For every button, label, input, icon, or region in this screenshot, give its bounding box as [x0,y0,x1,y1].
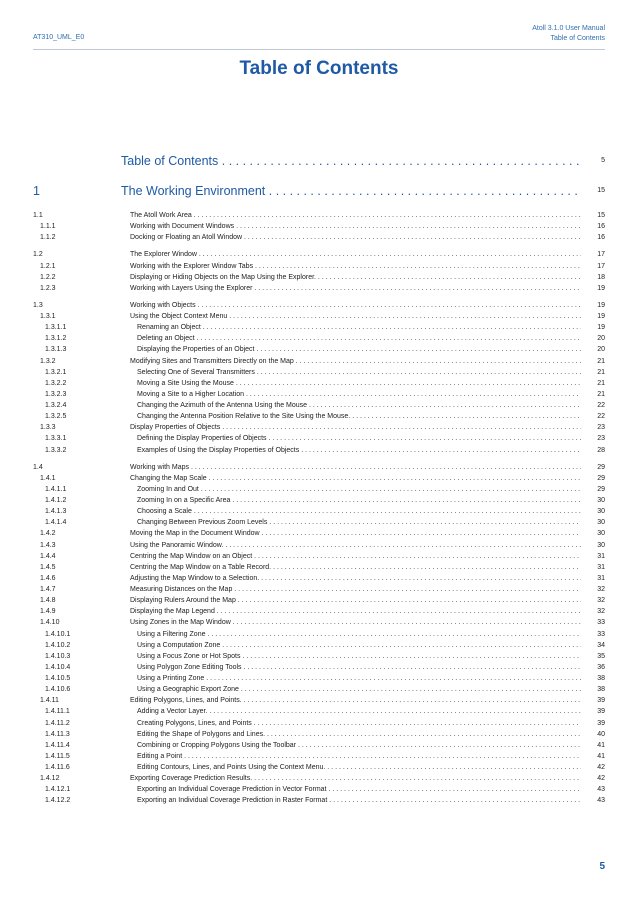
toc-entry-number: 1.4.7 [40,586,56,593]
toc-entry-page: 31 [597,574,605,582]
toc-entry-page: 41 [597,741,605,749]
toc-entry-title[interactable]: The Explorer Window . . . [130,249,581,260]
toc-entry-title[interactable]: Adding a Vector Layer. . . . [137,706,581,717]
toc-entry-number: 1.3.2.5 [45,413,67,421]
toc-entry-title[interactable]: Using a Focus Zone or Hot Spots . . . [137,651,581,662]
toc-entry[interactable] [33,249,605,260]
toc-entry-title[interactable]: Selecting One of Several Transmitters . . . [137,367,581,378]
toc-entry-title[interactable]: Deleting an Object . . . [137,333,581,344]
toc-entry[interactable] [33,584,605,595]
toc-entry-page: 41 [597,752,605,760]
toc-entry-page: 31 [597,552,605,560]
toc-entry[interactable] [33,718,605,729]
toc-entry[interactable] [33,148,605,174]
toc-entry-title[interactable]: Changing Between Previous Zoom Levels . . . [137,517,581,528]
toc-entry-page: 22 [597,402,605,409]
toc-entry-page: 43 [597,797,605,805]
toc-entry-title[interactable]: Moving the Map in the Document Window . . . [130,528,581,539]
toc-entry-page: 30 [597,530,605,538]
toc-entry-title[interactable]: Defining the Display Properties of Objects . . . [137,433,581,444]
toc-entry-number: 1.3 [33,301,43,309]
toc-entry[interactable] [33,210,605,221]
toc-entry-number: 1.2.1 [40,262,56,270]
toc-entry-page: 38 [597,675,605,682]
toc-entry-number: 1.4.1.4 [45,519,67,527]
toc-entry-page: 15 [597,212,605,219]
toc-entry[interactable] [33,261,605,272]
toc-entry[interactable] [33,232,605,243]
toc-entry[interactable] [33,506,605,517]
toc-entry[interactable] [33,433,605,444]
toc-entry-title[interactable]: Displaying the Map Legend . . . [130,606,581,617]
toc-entry-page: 21 [597,368,605,376]
toc-entry-number: 1.4.11.6 [45,764,70,771]
toc-entry-title[interactable]: Editing the Shape of Polygons and Lines. . . . [137,729,581,740]
toc-entry-title[interactable]: Working with the Explorer Window Tabs . . . [130,261,581,272]
toc-entry-number: 1.3.2.2 [45,379,67,387]
toc-entry-number: 1.3.1.3 [45,346,67,354]
toc-entry-number: 1.4.10 [40,619,60,627]
toc-entry-number: 1.4.1 [40,474,56,482]
toc-entry-title[interactable]: Displaying the Properties of an Object . . . [137,344,581,355]
toc-entry-page: 28 [597,446,605,454]
toc-entry-number: 1.3.2.1 [45,368,67,376]
toc-entry[interactable] [33,540,605,551]
toc-entry-number: 1.4.12.1 [45,786,71,794]
page-title: Table of Contents [239,58,399,79]
toc-entry-title[interactable]: Editing a Point . . . [137,751,581,762]
toc-entry-title[interactable]: The Atoll Work Area . . . [130,210,581,221]
toc-entry-title[interactable]: Modifying Sites and Transmitters Directly on the Map . . . [130,356,581,367]
toc-entry-page: 22 [597,413,605,421]
toc-entry-title[interactable]: Exporting Coverage Prediction Results. . . . [130,773,581,784]
toc-entry-number: 1.4.5 [40,563,56,571]
toc-entry-number: 1.4.11.2 [45,719,70,727]
toc-entry-number: 1.3.2.3 [45,390,67,398]
toc-entry-title[interactable]: Displaying Rulers Around the Map . . . [130,595,581,606]
toc-entry[interactable] [33,773,605,784]
toc-entry[interactable] [33,389,605,400]
table-of-contents [33,148,605,807]
toc-entry-page: 33 [597,619,605,627]
toc-entry-title[interactable]: Display Properties of Objects . . . [130,422,581,433]
toc-entry-number: 1.4.8 [40,597,56,605]
toc-entry-title[interactable]: Using Zones in the Map Window . . . [130,617,581,628]
toc-entry-page: 15 [597,187,605,194]
toc-entry-title[interactable]: Renaming an Object . . . [137,322,581,333]
toc-entry-title[interactable]: Using Polygon Zone Editing Tools . . . [137,662,581,673]
toc-entry-title[interactable]: Zooming In and Out . . . [137,484,581,495]
toc-entry[interactable] [33,178,605,204]
toc-entry-page: 34 [597,641,605,649]
toc-entry-title[interactable]: Adjusting the Map Window to a Selection. . . . [130,573,581,584]
toc-entry-page: 17 [597,262,605,270]
toc-entry-page: 29 [597,463,605,471]
toc-entry-title[interactable]: Changing the Antenna Position Relative to the Site Using the Mouse. . . . [137,411,581,422]
toc-entry-number: 1.4.10.5 [45,675,71,682]
toc-entry-number: 1.4.10.2 [45,641,71,649]
toc-entry-title[interactable]: Examples of Using the Display Properties of Objects . . . [137,445,581,456]
toc-entry-page: 19 [597,301,605,309]
toc-entry-title[interactable]: Exporting an Individual Coverage Prediction in Vector Format . . . [137,784,581,795]
toc-entry-page: 19 [597,313,605,320]
toc-entry-title[interactable]: Using the Panoramic Window. . . . [130,540,581,551]
toc-entry[interactable] [33,411,605,422]
toc-entry-title[interactable]: Using the Object Context Menu . . . [130,311,581,322]
toc-entry-number: 1.4.10.4 [45,663,71,671]
toc-entry[interactable] [33,333,605,344]
toc-entry-title[interactable]: Displaying or Hiding Objects on the Map Using the Explorer. . . . [130,272,581,283]
toc-entry-number: 1.4.10.3 [45,652,71,660]
toc-entry-title[interactable]: Docking or Floating an Atoll Window . . . [130,232,581,243]
toc-entry-page: 39 [597,719,605,727]
toc-entry-title[interactable]: Using a Printing Zone . . . [137,673,581,684]
toc-entry-number: 1.4.11.3 [45,730,70,738]
toc-entry-number: 1.4.12.2 [45,797,71,805]
toc-entry-page: 18 [597,273,605,281]
toc-entry-page: 16 [597,234,605,242]
toc-entry[interactable] [33,684,605,695]
toc-entry-page: 32 [597,597,605,605]
toc-entry[interactable] [33,706,605,717]
toc-entry-number: 1.4.10.1 [45,630,71,638]
toc-entry-number: 1.4 [33,463,43,471]
toc-entry-page: 40 [597,730,605,738]
toc-entry-page: 39 [597,708,605,716]
toc-entry-title[interactable]: Measuring Distances on the Map . . . [130,584,581,595]
toc-entry-page: 42 [597,775,605,783]
toc-entry-page: 36 [597,663,605,671]
toc-entry[interactable] [33,606,605,617]
toc-entry[interactable] [33,651,605,662]
toc-entry-title[interactable]: Choosing a Scale . . . [137,506,581,517]
toc-entry[interactable] [33,551,605,562]
toc-entry-page: 20 [597,335,605,343]
toc-entry-number: 1.2.2 [40,273,56,281]
toc-entry-number: 1.4.9 [40,608,56,616]
toc-entry[interactable] [33,356,605,367]
toc-entry-number: 1.2 [33,251,43,259]
toc-entry[interactable] [33,740,605,751]
toc-entry-number: 1.3.2 [40,357,56,365]
toc-entry-page: 38 [597,686,605,694]
toc-entry[interactable] [33,221,605,232]
running-header [532,24,605,44]
toc-entry[interactable] [33,462,605,473]
toc-entry-title[interactable]: Using a Filtering Zone . . . [137,629,581,640]
toc-entry-page: 42 [597,764,605,771]
toc-entry-title[interactable]: Combining or Cropping Polygons Using the Toolbar . . . [137,740,581,751]
toc-entry-number: 1.3.1.2 [45,335,67,343]
toc-entry-number: 1.3.3.1 [45,435,67,443]
toc-entry[interactable] [33,695,605,706]
toc-entry-number: 1.4.12 [40,775,60,783]
toc-entry-title[interactable]: Editing Contours, Lines, and Points Using the Context Menu. . . . [137,762,581,773]
toc-entry-page: 19 [597,324,605,332]
toc-entry[interactable] [33,367,605,378]
toc-entry-page: 5 [601,157,605,164]
toc-entry-number: 1.4.11 [40,697,59,705]
toc-entry-page: 29 [597,474,605,482]
toc-entry-page: 32 [597,608,605,616]
toc-entry[interactable] [33,528,605,539]
toc-entry-title[interactable]: Editing Polygons, Lines, and Points. . . . [130,695,581,706]
toc-entry-page: 19 [597,284,605,292]
toc-entry-number: 1.3.1.1 [45,324,67,332]
toc-entry-number: 1.3.2.4 [45,402,67,409]
toc-entry[interactable] [33,595,605,606]
toc-entry-number: 1.3.3.2 [45,446,67,454]
toc-entry-title[interactable]: Zooming In on a Specific Area . . . [137,495,581,506]
toc-entry[interactable] [33,378,605,389]
toc-entry-number: 1.4.11.4 [45,741,70,749]
toc-entry-page: 23 [597,424,605,432]
toc-entry[interactable] [33,517,605,528]
toc-entry-number: 1 [33,184,40,198]
toc-entry-number: 1.4.1.3 [45,508,67,516]
toc-entry-title[interactable]: Exporting an Individual Coverage Prediction in Raster Format . . . [137,795,581,806]
toc-entry-number: 1.4.1.2 [45,497,67,504]
toc-entry-page: 35 [597,652,605,660]
toc-entry-title[interactable]: Moving a Site to a Higher Location . . . [137,389,581,400]
toc-entry[interactable] [33,729,605,740]
toc-entry-title[interactable]: Working with Maps . . . [130,462,581,473]
toc-entry-page: 30 [597,519,605,527]
toc-entry[interactable] [33,422,605,433]
manual-title: Atoll 3.1.0 User Manual [532,25,605,32]
toc-entry[interactable] [33,784,605,795]
toc-entry-title[interactable]: Table of Contents . . . [121,148,581,174]
toc-entry-page: 20 [597,346,605,354]
toc-entry[interactable] [33,795,605,806]
header-divider [33,49,605,50]
toc-entry-title[interactable]: Working with Layers Using the Explorer . . . [130,283,581,294]
toc-entry[interactable] [33,673,605,684]
section-title: Table of Contents [550,35,605,42]
toc-entry-page: 23 [597,435,605,443]
toc-entry-number: 1.4.2 [40,530,56,538]
toc-entry-title[interactable]: Creating Polygons, Lines, and Points . . . [137,718,581,729]
toc-entry-page: 33 [597,630,605,638]
toc-entry-number: 1.4.6 [40,574,56,582]
toc-entry[interactable] [33,629,605,640]
toc-entry[interactable] [33,662,605,673]
toc-entry-page: 30 [597,497,605,504]
toc-entry[interactable] [33,445,605,456]
toc-entry-number: 1.4.3 [40,541,56,549]
toc-entry[interactable] [33,322,605,333]
toc-entry[interactable] [33,311,605,322]
toc-entry-title[interactable]: Working with Objects . . . [130,300,581,311]
toc-entry[interactable] [33,617,605,628]
toc-entry-title[interactable]: Moving a Site Using the Mouse . . . [137,378,581,389]
toc-entry-number: 1.1.1 [40,223,56,231]
toc-entry-page: 30 [597,508,605,516]
toc-entry-page: 16 [597,223,605,231]
toc-entry-number: 1.2.3 [40,284,56,292]
toc-entry-page: 17 [597,251,605,259]
toc-entry[interactable] [33,300,605,311]
toc-entry-page: 43 [597,786,605,794]
toc-entry-number: 1.1 [33,212,43,219]
toc-entry[interactable] [33,272,605,283]
toc-entry[interactable] [33,283,605,294]
toc-entry-number: 1.4.11.1 [45,708,70,716]
toc-entry-number: 1.4.4 [40,552,56,560]
toc-entry[interactable] [33,495,605,506]
toc-entry-number: 1.4.11.5 [45,752,70,760]
toc-entry-title[interactable]: Working with Document Windows . . . [130,221,581,232]
toc-entry[interactable] [33,473,605,484]
toc-entry-page: 39 [597,697,605,705]
toc-entry[interactable] [33,573,605,584]
toc-entry-title[interactable]: The Working Environment . . . [121,178,581,204]
toc-entry[interactable] [33,751,605,762]
toc-entry-number: 1.4.1.1 [45,485,67,493]
toc-entry-page: 29 [597,485,605,493]
toc-entry-page: 30 [597,541,605,549]
toc-entry[interactable] [33,344,605,355]
toc-entry-number: 1.4.10.6 [45,686,71,694]
toc-entry-title[interactable]: Using a Geographic Export Zone . . . [137,684,581,695]
document-code: AT310_UML_E0 [33,34,85,41]
toc-entry-page: 32 [597,586,605,593]
toc-entry-title[interactable]: Using a Computation Zone . . . [137,640,581,651]
toc-entry-page: 31 [597,563,605,571]
toc-entry-title[interactable]: Changing the Azimuth of the Antenna Using the Mouse . . . [137,400,581,411]
toc-entry-title[interactable]: Changing the Map Scale . . . [130,473,581,484]
toc-entry[interactable] [33,762,605,773]
toc-entry[interactable] [33,640,605,651]
toc-entry-page: 21 [597,379,605,387]
toc-entry-number: 1.3.3 [40,424,56,432]
page-number: 5 [599,861,605,872]
toc-entry-page: 21 [597,357,605,365]
toc-entry-number: 1.3.1 [40,313,56,320]
toc-entry[interactable] [33,562,605,573]
toc-entry-page: 21 [597,390,605,398]
toc-entry-number: 1.1.2 [40,234,56,242]
toc-entry[interactable] [33,400,605,411]
toc-entry-title[interactable]: Centring the Map Window on an Object . . . [130,551,581,562]
toc-entry-title[interactable]: Centring the Map Window on a Table Record. . . . [130,562,581,573]
toc-entry[interactable] [33,484,605,495]
